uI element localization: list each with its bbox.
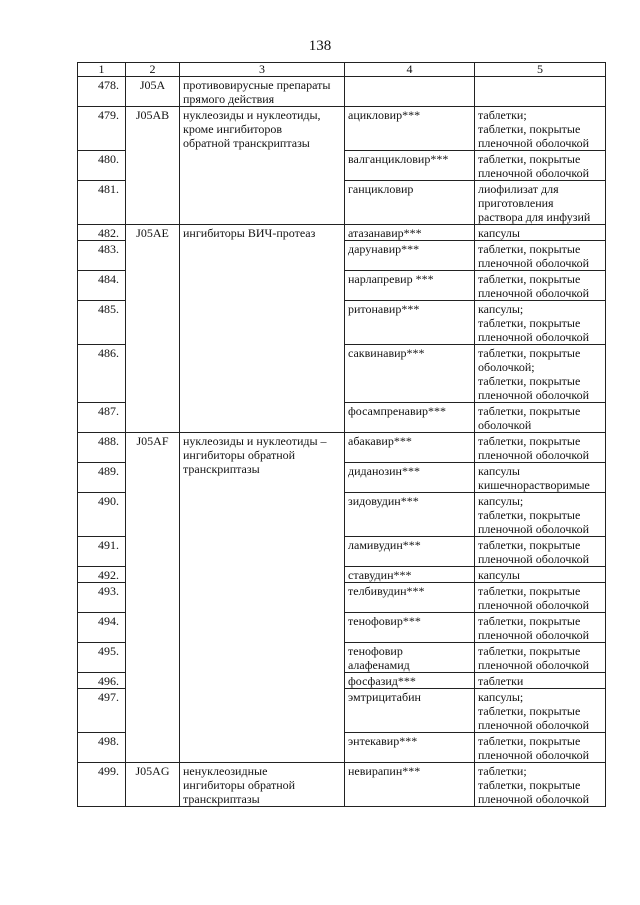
table-row (78, 107, 606, 151)
dosage-form: таблетки; таблетки, покрытые пленочной оболочкой (475, 107, 606, 151)
drug-name: нарлапревир *** (345, 271, 475, 301)
dosage-form: капсулы; таблетки, покрытые пленочной оболочкой (475, 493, 606, 537)
row-number: 485. (78, 301, 126, 345)
row-number: 478. (78, 77, 126, 107)
atc-group-name: ненуклеозидные ингибиторы обратной транскриптазы (180, 763, 345, 807)
row-number: 498. (78, 733, 126, 763)
dosage-form: таблетки, покрытые оболочкой; таблетки, покрытые пленочной оболочкой (475, 345, 606, 403)
drug-name: невирапин*** (345, 763, 475, 807)
dosage-form: лиофилизат для приготовления раствора для инфузий (475, 181, 606, 225)
atc-group-name: нуклеозиды и нуклеотиды – ингибиторы обратной транскриптазы (180, 433, 345, 763)
row-number: 487. (78, 403, 126, 433)
drug-name: саквинавир*** (345, 345, 475, 403)
atc-code: J05AB (126, 107, 180, 225)
dosage-form: капсулы; таблетки, покрытые пленочной оболочкой (475, 689, 606, 733)
drug-name: телбивудин*** (345, 583, 475, 613)
atc-group-name: противовирусные препараты прямого действия (180, 77, 345, 107)
row-number: 495. (78, 643, 126, 673)
table-body (78, 77, 606, 807)
header-row (78, 63, 606, 77)
dosage-form: таблетки, покрытые пленочной оболочкой (475, 733, 606, 763)
drug-name: дарунавир*** (345, 241, 475, 271)
row-number: 486. (78, 345, 126, 403)
dosage-form: таблетки, покрытые пленочной оболочкой (475, 241, 606, 271)
dosage-form: капсулы (475, 225, 606, 241)
dosage-form: таблетки (475, 673, 606, 689)
drug-name: атазанавир*** (345, 225, 475, 241)
table-row (78, 433, 606, 463)
dosage-form (475, 77, 606, 107)
row-number: 490. (78, 493, 126, 537)
atc-code: J05AE (126, 225, 180, 433)
atc-code: J05A (126, 77, 180, 107)
dosage-form: таблетки, покрытые пленочной оболочкой (475, 537, 606, 567)
row-number: 492. (78, 567, 126, 583)
drug-name: фосампренавир*** (345, 403, 475, 433)
row-number: 484. (78, 271, 126, 301)
drug-name: тенофовир алафенамид (345, 643, 475, 673)
row-number: 496. (78, 673, 126, 689)
row-number: 494. (78, 613, 126, 643)
header-col-2: 2 (126, 63, 180, 77)
row-number: 483. (78, 241, 126, 271)
atc-group-name: нуклеозиды и нуклеотиды, кроме ингибиторов обратной транскриптазы (180, 107, 345, 225)
drug-name: ставудин*** (345, 567, 475, 583)
row-number: 489. (78, 463, 126, 493)
header-col-3: 3 (180, 63, 345, 77)
dosage-form: таблетки, покрытые пленочной оболочкой (475, 271, 606, 301)
drug-name (345, 77, 475, 107)
drug-name: энтекавир*** (345, 733, 475, 763)
dosage-form: таблетки, покрытые оболочкой (475, 403, 606, 433)
drug-name: ламивудин*** (345, 537, 475, 567)
row-number: 499. (78, 763, 126, 807)
row-number: 479. (78, 107, 126, 151)
dosage-form: таблетки, покрытые пленочной оболочкой (475, 613, 606, 643)
row-number: 480. (78, 151, 126, 181)
drug-table (77, 62, 606, 807)
drug-name: абакавир*** (345, 433, 475, 463)
row-number: 488. (78, 433, 126, 463)
row-number: 497. (78, 689, 126, 733)
drug-name: фосфазид*** (345, 673, 475, 689)
table-row (78, 763, 606, 807)
dosage-form: таблетки, покрытые пленочной оболочкой (475, 643, 606, 673)
dosage-form: капсулы кишечнорастворимые (475, 463, 606, 493)
atc-code: J05AG (126, 763, 180, 807)
dosage-form: таблетки, покрытые пленочной оболочкой (475, 151, 606, 181)
dosage-form: таблетки, покрытые пленочной оболочкой (475, 583, 606, 613)
page-number: 138 (308, 38, 332, 54)
drug-name: валганцикловир*** (345, 151, 475, 181)
dosage-form: таблетки; таблетки, покрытые пленочной оболочкой (475, 763, 606, 807)
header-col-1: 1 (78, 63, 126, 77)
drug-name: ацикловир*** (345, 107, 475, 151)
row-number: 493. (78, 583, 126, 613)
drug-name: тенофовир*** (345, 613, 475, 643)
atc-code: J05AF (126, 433, 180, 763)
dosage-form: таблетки, покрытые пленочной оболочкой (475, 433, 606, 463)
row-number: 481. (78, 181, 126, 225)
drug-name: ритонавир*** (345, 301, 475, 345)
row-number: 491. (78, 537, 126, 567)
table-row (78, 77, 606, 107)
row-number: 482. (78, 225, 126, 241)
header-col-5: 5 (475, 63, 606, 77)
atc-group-name: ингибиторы ВИЧ-протеаз (180, 225, 345, 433)
drug-name: диданозин*** (345, 463, 475, 493)
header-col-4: 4 (345, 63, 475, 77)
dosage-form: капсулы (475, 567, 606, 583)
drug-name: эмтрицитабин (345, 689, 475, 733)
table-row (78, 225, 606, 241)
dosage-form: капсулы; таблетки, покрытые пленочной оболочкой (475, 301, 606, 345)
drug-name: зидовудин*** (345, 493, 475, 537)
drug-name: ганцикловир (345, 181, 475, 225)
